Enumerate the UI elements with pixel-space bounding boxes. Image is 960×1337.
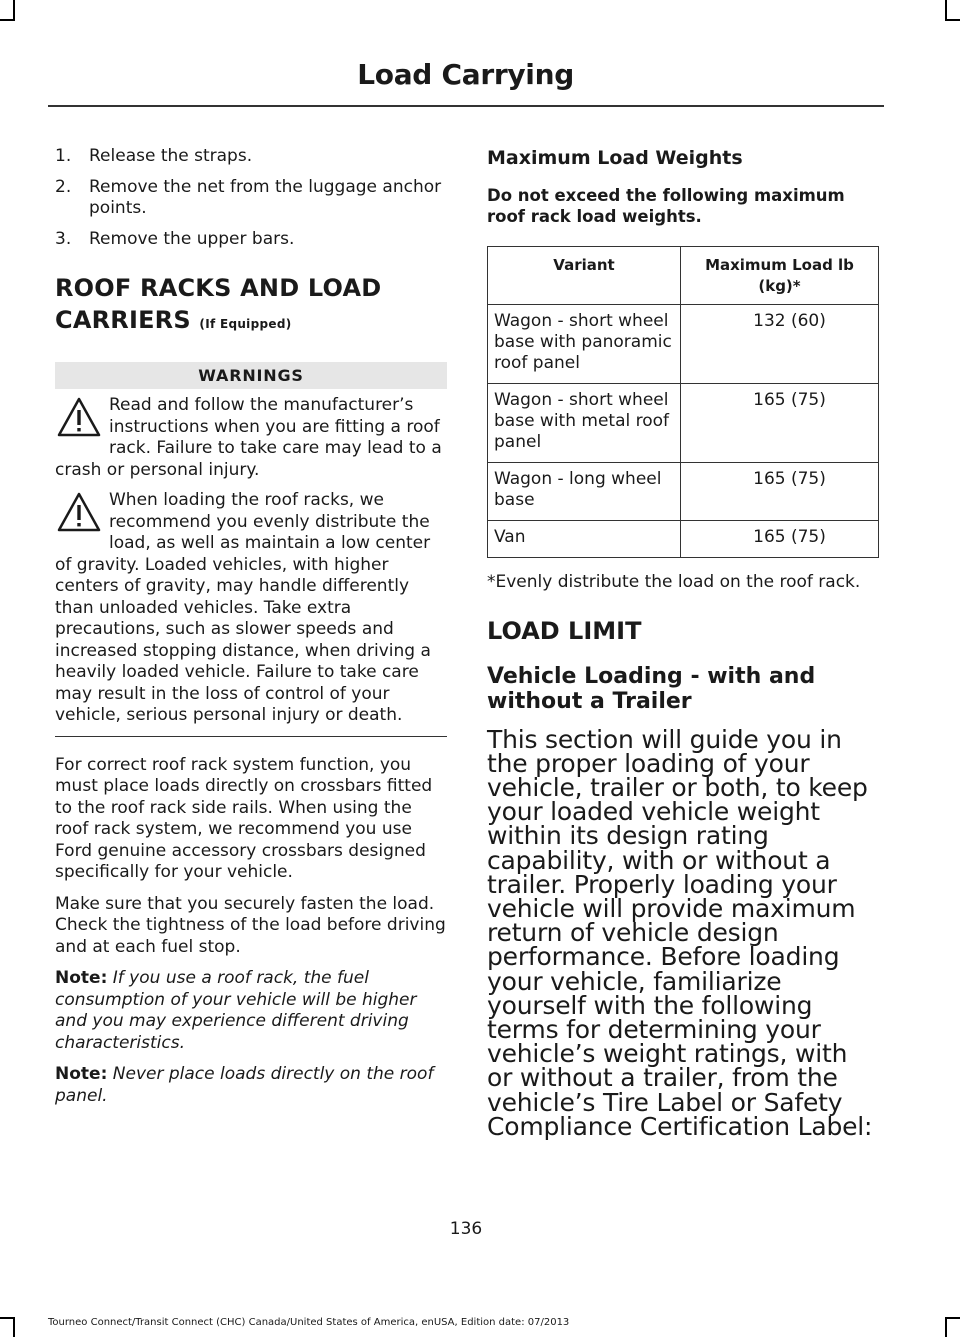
step-text: Remove the net from the luggage anchor points. [89,176,442,218]
warning-text: When loading the roof racks, we recommend you evenly distribute the load, as well as maintain a low center of gravity. Loaded vehicles, with higher centers of gravity, may handle differently than unloaded vehicles. Take extra precautions, such as slower speeds and increased stopping distance, when driving a heavily loaded vehicle. Failure to take care may result in the loss of control of your vehicle, serious personal injury or death. [55,490,431,725]
table-row [488,384,879,463]
vehicle-loading-intro: This section will guide you in the proper loading of your vehicle, trailer or both, to keep your loaded vehicle weight within its design rating capability, with or without a trailer. Properly loading your vehicle will provide maximum return of vehicle design performance. Before loading your vehicle, familiarize yourself with the following terms for determining your vehicle’s weight ratings, with or without a trailer, from the vehicle’s Tire Label or Safety Compliance Certification Label: [487,724,873,1141]
removal-steps-list [55,146,447,250]
table-header-row [488,247,879,305]
page-header-title: Load Carrying [357,58,574,91]
step-number: 3. [55,228,72,249]
vehicle-loading-heading: Vehicle Loading - with and without a Trailer [487,663,816,714]
left-column [55,146,447,1117]
table-cell-load: 132 (60) [681,305,879,384]
note-fuel-consumption [55,968,447,1054]
list-item [55,177,447,220]
paragraph-fasten-load: Make sure that you securely fasten the load. Check the tightness of the load before driving and at each fuel stop. [55,893,446,957]
crop-mark-top-right-h [945,19,960,21]
table-header: Maximum Load lb (kg)* [681,247,879,305]
max-load-heading: Maximum Load Weights [487,147,743,169]
list-item [55,146,447,168]
table-cell-variant: Wagon - short wheel base with panoramic roof panel [488,305,681,384]
warnings-end-rule [55,736,447,737]
header-rule [48,105,884,107]
crop-mark-top-left-h [0,19,15,21]
section-title-line2: CARRIERS [55,306,191,334]
table-footnote: *Evenly distribute the load on the roof rack. [487,572,861,592]
max-load-table [487,246,879,558]
table-cell-load: 165 (75) [681,384,879,463]
section-title-roof-racks [55,272,447,340]
table-cell-variant: Wagon - long wheel base [488,463,681,521]
note-roof-panel [55,1064,447,1107]
footer-edition-info: Tourneo Connect/Transit Connect (CHC) Canada/United States of America, enUSA, Edition date: 07/2013 [48,1317,570,1328]
list-item [55,229,447,251]
crop-mark-bottom-right-v [945,1317,947,1337]
note-label: Note: [55,968,108,988]
crop-mark-bottom-left-h [0,1317,15,1319]
warning-text: Read and follow the manufacturer’s instructions when you are fitting a roof rack. Failure to take care may lead to a crash or personal injury. [55,395,442,480]
crop-mark-top-left-v [13,0,15,20]
section-title-line1: ROOF RACKS AND LOAD [55,274,382,302]
max-load-subheading: Do not exceed the following maximum roof rack load weights. [487,186,845,226]
table-cell-variant: Van [488,521,681,558]
warning-block [55,490,447,727]
step-number: 1. [55,146,72,166]
table-header: Variant [488,247,681,305]
table-cell-load: 165 (75) [681,521,879,558]
step-text: Remove the upper bars. [89,228,295,249]
right-column [487,146,879,1139]
note-label: Note: [55,1064,108,1084]
page-number: 136 [449,1219,483,1239]
table-cell-variant: Wagon - short wheel base with metal roof panel [488,384,681,463]
warnings-banner: WARNINGS [55,362,447,389]
table-row [488,305,879,384]
table-row [488,463,879,521]
note-text: If you use a roof rack, the fuel consumption of your vehicle will be higher and you may experience different driving characteristics. [55,968,417,1053]
table-cell-load: 165 (75) [681,463,879,521]
step-text: Release the straps. [89,146,253,166]
warning-block [55,395,447,481]
load-limit-heading: LOAD LIMIT [487,616,642,645]
if-equipped-label: (If Equipped) [199,317,292,331]
table-row [488,521,879,558]
note-text: Never place loads directly on the roof panel. [55,1064,434,1106]
crop-mark-bottom-left-v [13,1317,15,1337]
warning-triangle-icon [55,490,107,536]
warning-triangle-icon [55,395,107,441]
paragraph-crossbars: For correct roof rack system function, you must place loads directly on crossbars fitted to the roof rack side rails. When using the roof rack system, we recommend you use Ford genuine accessory crossbars designed specifically for your vehicle. [55,754,433,882]
step-number: 2. [55,176,72,197]
crop-mark-bottom-right-h [945,1317,960,1319]
crop-mark-top-right-v [945,0,947,20]
